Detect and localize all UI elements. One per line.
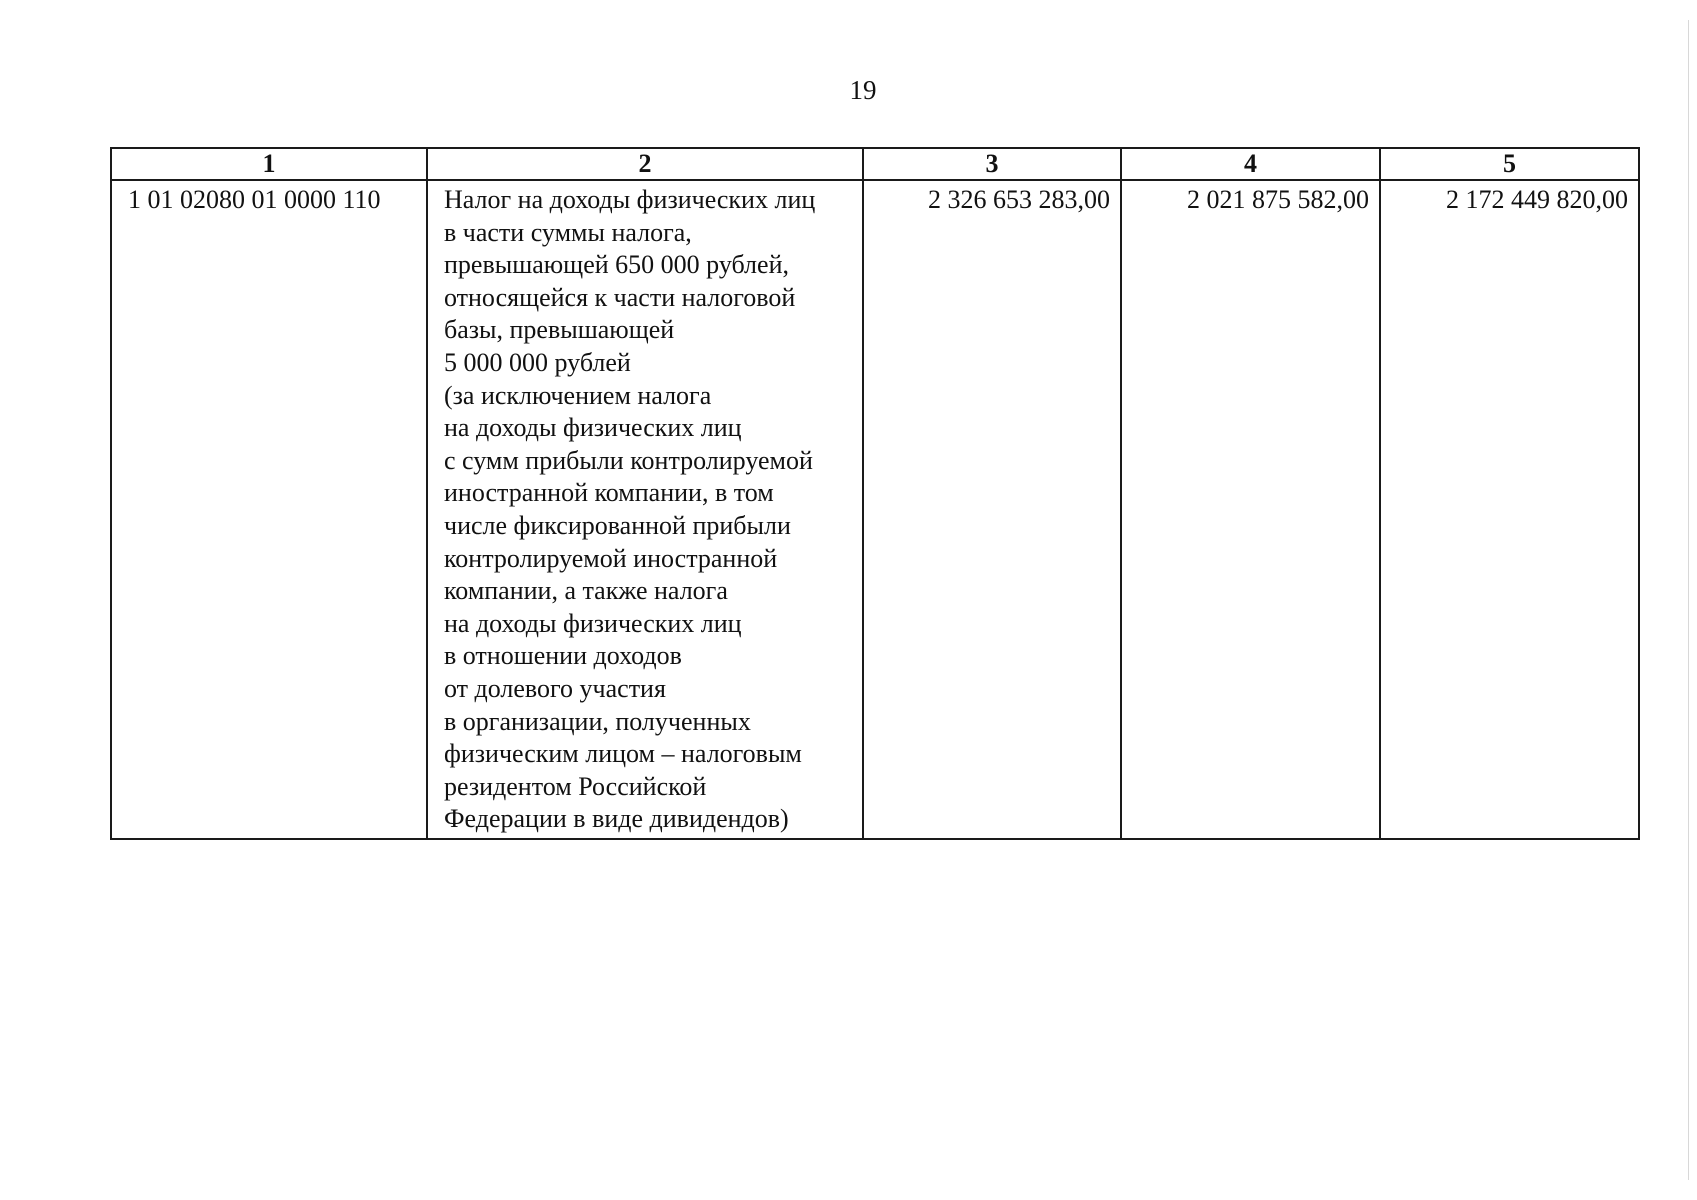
income-name-line: (за исключением налога xyxy=(444,380,712,410)
income-name-line: относящейся к части налоговой xyxy=(444,282,796,312)
income-name-line: на доходы физических лиц xyxy=(444,413,742,443)
income-name-line: контролируемой иностранной xyxy=(444,543,778,573)
income-name-line: Федерации в виде дивидендов) xyxy=(444,804,789,834)
scan-edge-line xyxy=(1688,20,1689,1180)
budget-classification-code: 1 01 02080 01 0000 110 xyxy=(111,180,427,839)
column-header-3: 3 xyxy=(863,148,1121,180)
column-header-1: 1 xyxy=(111,148,427,180)
income-name-line: физическим лицом – налоговым xyxy=(444,739,802,769)
budget-table xyxy=(110,147,1640,840)
income-name-line: 5 000 000 рублей xyxy=(444,347,631,377)
page-number: 19 xyxy=(849,75,877,105)
column-header-2: 2 xyxy=(427,148,863,180)
amount-column-3: 2 326 653 283,00 xyxy=(863,180,1121,839)
income-name-line: в отношении доходов xyxy=(444,641,682,671)
column-header-4: 4 xyxy=(1121,148,1380,180)
income-name-line: в организации, полученных xyxy=(444,706,751,736)
income-name-line: превышающей 650 000 рублей, xyxy=(444,250,789,280)
income-name-line: с сумм прибыли контролируемой xyxy=(444,445,813,475)
amount-column-5: 2 172 449 820,00 xyxy=(1380,180,1639,839)
income-name xyxy=(427,180,863,839)
income-name-line: в части суммы налога, xyxy=(444,217,692,247)
income-name-line: резидентом Российской xyxy=(444,771,707,801)
income-name-line: от долевого участия xyxy=(444,673,666,703)
amount-column-4: 2 021 875 582,00 xyxy=(1121,180,1380,839)
income-name-line: числе фиксированной прибыли xyxy=(444,510,791,540)
income-name-line: на доходы физических лиц xyxy=(444,608,742,638)
income-name-line: иностранной компании, в том xyxy=(444,478,774,508)
column-header-5: 5 xyxy=(1380,148,1639,180)
income-name-line: компании, а также налога xyxy=(444,576,728,606)
income-name-line: базы, превышающей xyxy=(444,315,675,345)
income-name-line: Налог на доходы физических лиц xyxy=(444,185,816,214)
table-row xyxy=(111,180,1639,839)
table-header-row xyxy=(111,148,1639,180)
